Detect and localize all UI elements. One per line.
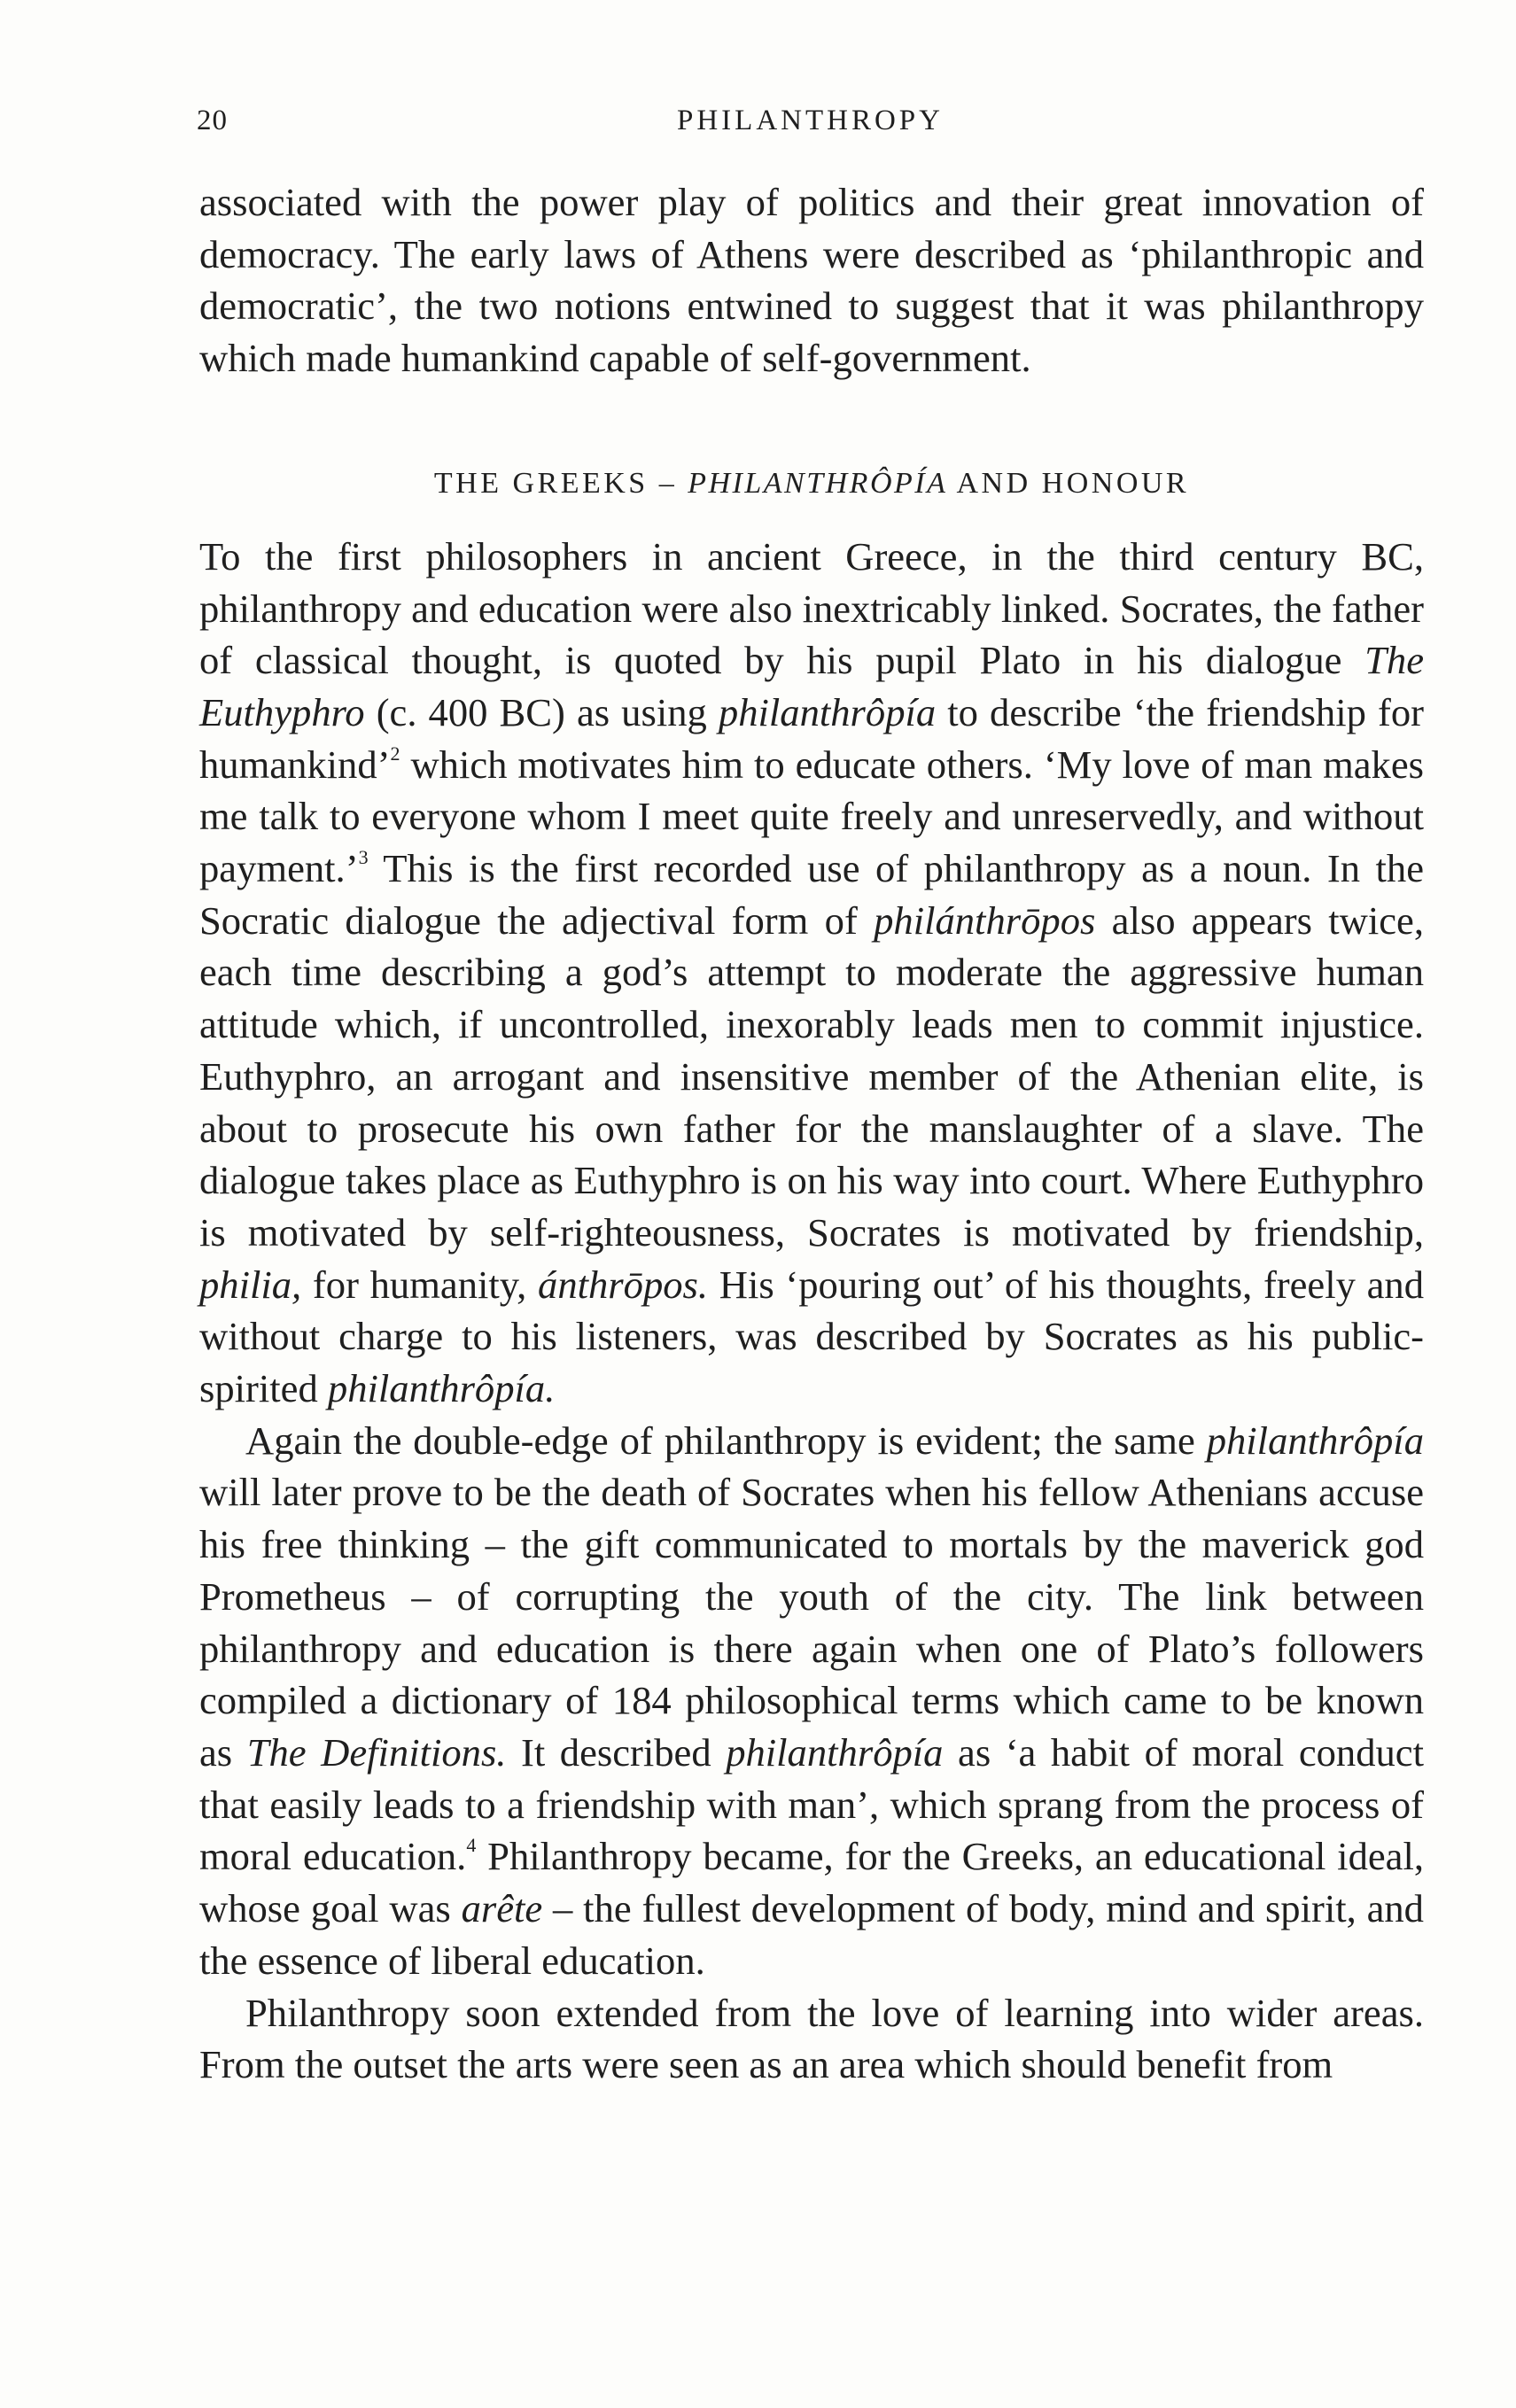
paragraph-3: [199, 1415, 1424, 1987]
work-title-euthyphro: The Euthyphro: [199, 638, 1424, 734]
running-head: [197, 105, 1424, 149]
section-heading-italic: PHILANTHRÔPÍA: [688, 466, 948, 500]
paragraph-2-run: which motivates him to educate others. ‘My love of man makes me talk to everyone whom I meet quite freely and unreservedly, and without payment.’: [199, 742, 1424, 891]
paragraph-1-text: associated with the power play of politics and their great innovation of democracy. The early laws of Athens were described as ‘philanthropic and democratic’, the two notions entwined to suggest that it was philanthropy which made humankind capable of self-government.: [199, 180, 1424, 381]
footnote-marker: 2: [390, 742, 400, 765]
footnote-marker: 3: [358, 846, 369, 869]
paragraph-2-run: also appears twice, each time describing a god’s attempt to moderate the aggressive human attitude which, if uncontrolled, inexorably leads men to commit injustice. Euthyphro, an arrogant and insensitive member of the Athenian elite, is about to prosecute his own father for the manslaughter of a slave. The dialogue takes place as Euthyphro is on his way into court. Where Euthyphro is motivated by self-righteousness, Socrates is motivated by friendship,: [199, 897, 1424, 1254]
paragraph-2-run: To the first philosophers in ancient Greece, in the third century BC, philanthropy and education were also inextricably linked. Socrates, the father of classical thought, is quoted by his pupil Plato in his dialogue: [199, 533, 1424, 683]
greek-term: philanthrôpía: [1206, 1418, 1424, 1463]
paragraph-2-run: for humanity,: [301, 1262, 539, 1307]
paragraph-3-run: It described: [506, 1729, 727, 1775]
paragraph-4-text: Philanthropy soon extended from the love of learning into wider areas. From the outset the arts were seen as an area which should benefit from: [199, 1990, 1424, 2087]
paragraph-2-run: to describe ‘the friendship for humankind’: [199, 689, 1424, 787]
greek-term: philanthrôpía: [726, 1729, 944, 1775]
paragraph-2-run: This is the first recorded use of philanthropy as a noun. In the Socratic dialogue the adjectival form of: [199, 846, 1424, 943]
greek-term: arête: [461, 1886, 543, 1931]
section-heading-part-1: THE GREEKS –: [433, 466, 688, 500]
section-heading-part-3: AND HONOUR: [947, 466, 1190, 500]
running-title: PHILANTHROPY: [676, 105, 944, 136]
paragraph-2-run: (c. 400 BC) as using: [364, 689, 719, 734]
greek-term: philanthrôpía: [718, 689, 937, 734]
paragraph-3-run: – the fullest development of body, mind and spirit, and the essence of liberal education.: [199, 1886, 1424, 1983]
paragraph-2-run: His ‘pouring out’ of his thoughts, freely and without charge to his listeners, was described by Socrates as his public-spirited: [199, 1262, 1425, 1411]
greek-term: philánthrōpos: [874, 897, 1096, 943]
greek-term: ánthrōpos.: [538, 1262, 709, 1307]
paragraph-3-run: will later prove to be the death of Socrates when his fellow Athenians accuse his free thinking – the gift communicated to mortals by the maverick god Prometheus – of corrupting the youth of the city. The link between philanthropy and education is there again when one of Plato’s followers compiled a dictionary of 184 philosophical terms which came to be known as: [199, 1470, 1424, 1775]
footnote-marker: 4: [466, 1834, 477, 1857]
paragraph-4: [199, 1987, 1424, 2091]
page-number: 20: [197, 105, 228, 136]
paragraph-3-run: Philanthropy became, for the Greeks, an educational ideal, whose goal was: [199, 1834, 1424, 1931]
paragraph-2: [199, 531, 1424, 1415]
section-heading: [199, 462, 1424, 506]
greek-term: philanthrôpía.: [327, 1366, 556, 1411]
body-text: [199, 176, 1424, 2091]
greek-term: philia,: [199, 1262, 302, 1307]
paragraph-1: [199, 176, 1424, 385]
paragraph-3-run: Again the double-edge of philanthropy is evident; the same: [245, 1418, 1207, 1463]
work-title-definitions: The Definitions.: [246, 1729, 507, 1775]
paragraph-3-run: as ‘a habit of moral conduct that easily leads to a friendship with man’, which sprang from the process of moral education.: [199, 1729, 1424, 1879]
